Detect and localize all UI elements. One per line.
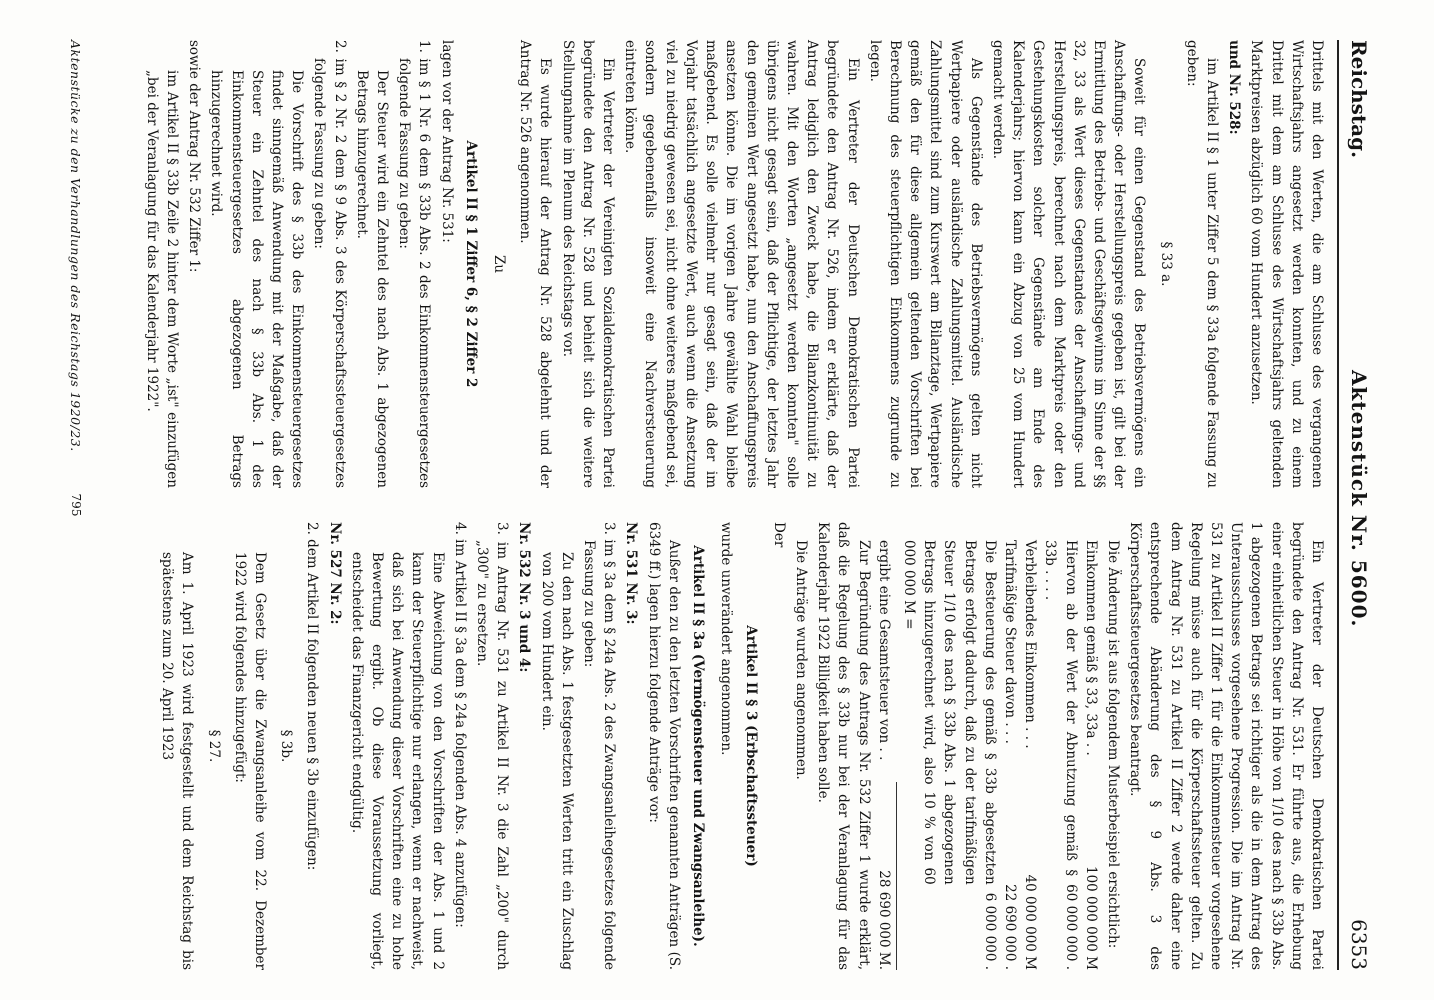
section-symbol: § 3b. xyxy=(278,729,295,763)
header-reichstag: Reichstag. xyxy=(1347,40,1371,159)
paragraph: Zur Begründung des Antrags Nr. 532 Ziffer 1 wurde erklärt, daß die Regelung des § 33b nur bei der Veranlagung für das Kalenderjahr 1922 Billigkeit haben solle. xyxy=(815,522,872,970)
paragraph: lagen vor der Antrag Nr. 531: xyxy=(438,40,455,243)
paragraph: im Artikel II § 33b Zeile 2 hinter dem Worte „ist" einzufügen „bei der Veranlagung für das Kalenderjahr 1922". xyxy=(143,70,181,488)
footer-page-number: 795 xyxy=(69,493,83,517)
paragraph: im Artikel II § 1 unter Ziffer 5 dem § 33a folgende Fassung zu geben: xyxy=(1183,40,1220,488)
header-page-number: 6353 xyxy=(1347,919,1371,970)
paragraph: Der xyxy=(770,522,787,548)
section-symbol: § 33 a. xyxy=(1157,241,1174,287)
example-row xyxy=(1020,522,1040,970)
example-amount: 60 000 000 . xyxy=(1062,884,1079,970)
paragraph: Ein Vertreter der Deutschen Demokratischen Partei begründete den Antrag Nr. 526, indem er erklärte, daß der Antrag lediglich den Zweck habe, die Bilanzkontinuität zu wahren. Mit den Worten „angesetzt werden konnten" solle übrigens nicht gesagt sein, daß der Pflichtige, der letztes Jahr den gemeinen Wert angesetzt habe, nun den Anschaffungspreis ansetzen könne. Die im vorigen Jahre gewählte Wahl bleibe maßgebend. Es solle vielmehr nur gesagt sein, daß der im Vorjahr tatsächlich angesetzte Wert, auch wenn die Ansetzung viel zu niedrig gewesen sei, nicht ohne weiteres maßgebend sei, sondern gegebenenfalls insoweit eine Nachversteuerung eintreten könne. xyxy=(622,40,861,488)
example-amount: 22 690 000 . xyxy=(1001,884,1018,970)
list-item-body: Die Vorschrift des § 33b des Einkommensteuergesetzes findet sinngemäß Anwendung mit der Maßgabe, daß der Steuer ein Zehntel des nach § 33b Abs. 1 des Einkommensteuergesetzes abgezogenen Betrags hinzugerechnet wird. xyxy=(208,70,306,488)
motion-label: Nr. 527 Nr. 2: xyxy=(326,522,343,625)
example-label: Die Besteuerung des gemäß § 33b abgesetzten Betrags erfolgt dadurch, daß zu der tarifmäßigen Steuer 1/10 des nach § 33b Abs. 1 abgezogenen Betrags hinzugerechnet wird, also 10 % von 60 000 000 M = xyxy=(900,540,998,885)
section-symbol: § 27. xyxy=(205,729,222,763)
example-row xyxy=(899,522,1000,970)
example-amount: 40 000 000 M xyxy=(1022,874,1039,970)
list-item: 3. im § 3a dem § 24a Abs. 2 des Zwangsanleihegesetzes folgende Fassung zu geben: xyxy=(581,522,618,970)
list-item-body: Dem Gesetz über die Zwangsanleihe vom 22. Dezember 1922 wird folgendes hinzugefügt: xyxy=(231,552,269,970)
paragraph: Die Anträge wurden angenommen. xyxy=(792,540,809,780)
left-column xyxy=(140,40,1327,488)
list-item: 2. dem Artikel II folgenden neuen § 3b einzufügen: xyxy=(304,522,321,871)
example-amount: 100 000 000 M xyxy=(1082,866,1099,970)
example-label: Tarifmäßige Steuer davon . . . xyxy=(1001,540,1018,744)
motion-label: Nr. 532 Nr. 3 und 4: xyxy=(516,522,533,673)
motion-label: Nr. 531 Nr. 3: xyxy=(623,522,640,625)
list-item-body: Eine Abweichung von den Vorschriften der Abs. 1 und 2 kann der Steuerpflichtige nur erlangen, wenn er nachweist, daß sich bei Anwendung dieser Vorschriften eine zu hohe Bewertung ergibt. Ob diese Voraussetzung vorliegt, entscheidet das Finanzgericht endgültig. xyxy=(348,552,446,970)
paragraph: Soweit für einen Gegenstand des Betriebsvermögens ein Anschaffungs- oder Herstellungspreis gegeben ist, gilt bei der Ermittlung des Betriebs- und Geschäftsgewinns im Sinne der §§ 32, 33 als Wert dieses Gegenstandes der Anschaffungs- und Herstellungspreis, berechnet nach dem Marktpreis oder den Gestehungskosten solcher Gegenstände am Ende des Kalenderjahrs; hiervon kann ein Abzug von 25 vom Hundert gemacht werden. xyxy=(989,40,1148,488)
list-item: 1. im § 1 Nr. 6 dem § 33b Abs. 2 des Einkommensteuergesetzes folgende Fassung zu geben: xyxy=(396,40,433,488)
paragraph: Zu xyxy=(491,254,508,274)
paragraph: und Nr. 528: xyxy=(1226,40,1243,135)
list-item-body: Zu den nach Abs. 1 festgesetzten Werten tritt ein Zuschlag von 200 vom Hundert ein. xyxy=(538,552,575,970)
page-header xyxy=(1337,40,1379,970)
footer-source: Aktenstücke zu den Verhandlungen des Reichstags 1920/23. xyxy=(68,40,83,452)
paragraph: Ein Vertreter der Deutschen Demokratischen Partei begründete den Antrag Nr. 531. Er führte aus, die Erhebung einer einheitlichen Steuer in Höhe von 1/10 des nach § 33b Abs. 1 abgezogenen Betrags sei richtiger als die in dem Antrag des Unterausschusses vorgesehene Progression. Die im Antrag Nr. 531 zu Artikel II Ziffer 1 für die Einkommensteuer vorgesehene Regelung müsse auch für die Körperschaftssteuer gelten. Zu dem Antrag Nr. 531 zu Artikel II Ziffer 2 werde daher eine entsprechende Abänderung des § 9 Abs. 3 des Körperschaftssteuergesetzes beantragt. xyxy=(1127,522,1325,970)
paragraph: Außer den zu den letzten Vorschriften genannten Anträgen (S. 6349 ff.) lagen hierzu folgende Anträge vor: xyxy=(645,522,682,970)
paragraph: sowie der Antrag Nr. 532 Ziffer 1: xyxy=(186,40,203,273)
example-row xyxy=(1000,522,1020,970)
paragraph: Es wurde hierauf der Antrag Nr. 528 abgelehnt und der Antrag Nr. 526 angenommen. xyxy=(517,40,554,488)
example-amount: 28 690 000 M. xyxy=(875,870,892,970)
list-item: 4. im Artikel II § 3a dem § 24a folgenden Abs. 4 anzufügen: xyxy=(451,522,468,928)
list-item-body: Der Steuer wird ein Zehntel des nach Abs. 1 abgezogenen Betrags hinzugerechnet. xyxy=(353,70,391,488)
example-amount: 6 000 000 . xyxy=(981,892,998,970)
example-row xyxy=(1081,522,1101,970)
list-item: 3. im Antrag Nr. 531 zu Artikel II Nr. 3 die Zahl „200" durch „300" zu ersetzen. xyxy=(474,522,511,970)
header-document-number: Aktenstück Nr. 5600. xyxy=(1347,370,1371,628)
example-row xyxy=(1040,522,1080,970)
paragraph: Ein Vertreter der Vereinigten Sozialdemokratischen Partei begründete den Antrag Nr. 528 und behielt sich die weitere Stellungnahme im Plenum des Reichstags vor. xyxy=(559,40,617,488)
paragraph: Als Gegenstände des Betriebsvermögens gelten nicht Wertpapiere oder ausländische Zahlungsmittel. Ausländische Zahlungsmittel sind zum Kurswert am Bilanztage, Wertpapiere gemäß den für diese allgemein geltenden Vorschriften bei Berechnung des steuerpflichtigen Einkommens zugrunde zu legen. xyxy=(866,40,984,488)
section-heading: Artikel II § 1 Ziffer 6, § 2 Ziffer 2 xyxy=(462,140,479,388)
sum-rule xyxy=(896,782,897,970)
list-item: 2. im § 2 Nr. 2 dem § 9 Abs. 3 des Körperschaftssteuergesetzes folgende Fassung zu geben: xyxy=(311,40,348,488)
example-label: Hiervon ab der Wert der Abnutzung gemäß § 33b . . . . xyxy=(1042,540,1079,877)
section-heading: Artikel II § 3 (Erbschaftssteuer) xyxy=(742,625,759,867)
paragraph: Die Änderung ist aus folgendem Musterbeispiel ersichtlich: xyxy=(1104,540,1121,949)
paragraph: wurde unverändert angenommen. xyxy=(718,522,735,756)
example-label: Verbleibendes Einkommen . . . xyxy=(1022,540,1039,749)
example-label: ergibt eine Gesamtsteuer von . . xyxy=(875,540,892,761)
paragraph: Drittels mit den Werten, die am Schlusse des vergangenen Wirtschaftsjahrs angesetzt werden konnten, und zu einem Drittel mit dem am Schlusse des Wirtschaftsjahrs geltenden Marktpreisen abzüglich 60 vom Hundert anzusetzen. xyxy=(1248,40,1325,488)
example-row xyxy=(874,522,894,970)
right-column xyxy=(155,522,1327,970)
example-label: Einkommen gemäß § 33, 33a . . xyxy=(1082,540,1099,756)
list-item-body: Am 1. April 1923 wird festgestellt und dem Reichstag bis spätestens zum 20. April 1923 xyxy=(159,552,196,970)
section-heading: Artikel II § 3a (Vermögensteuer und Zwangsanleihe). xyxy=(690,545,707,947)
